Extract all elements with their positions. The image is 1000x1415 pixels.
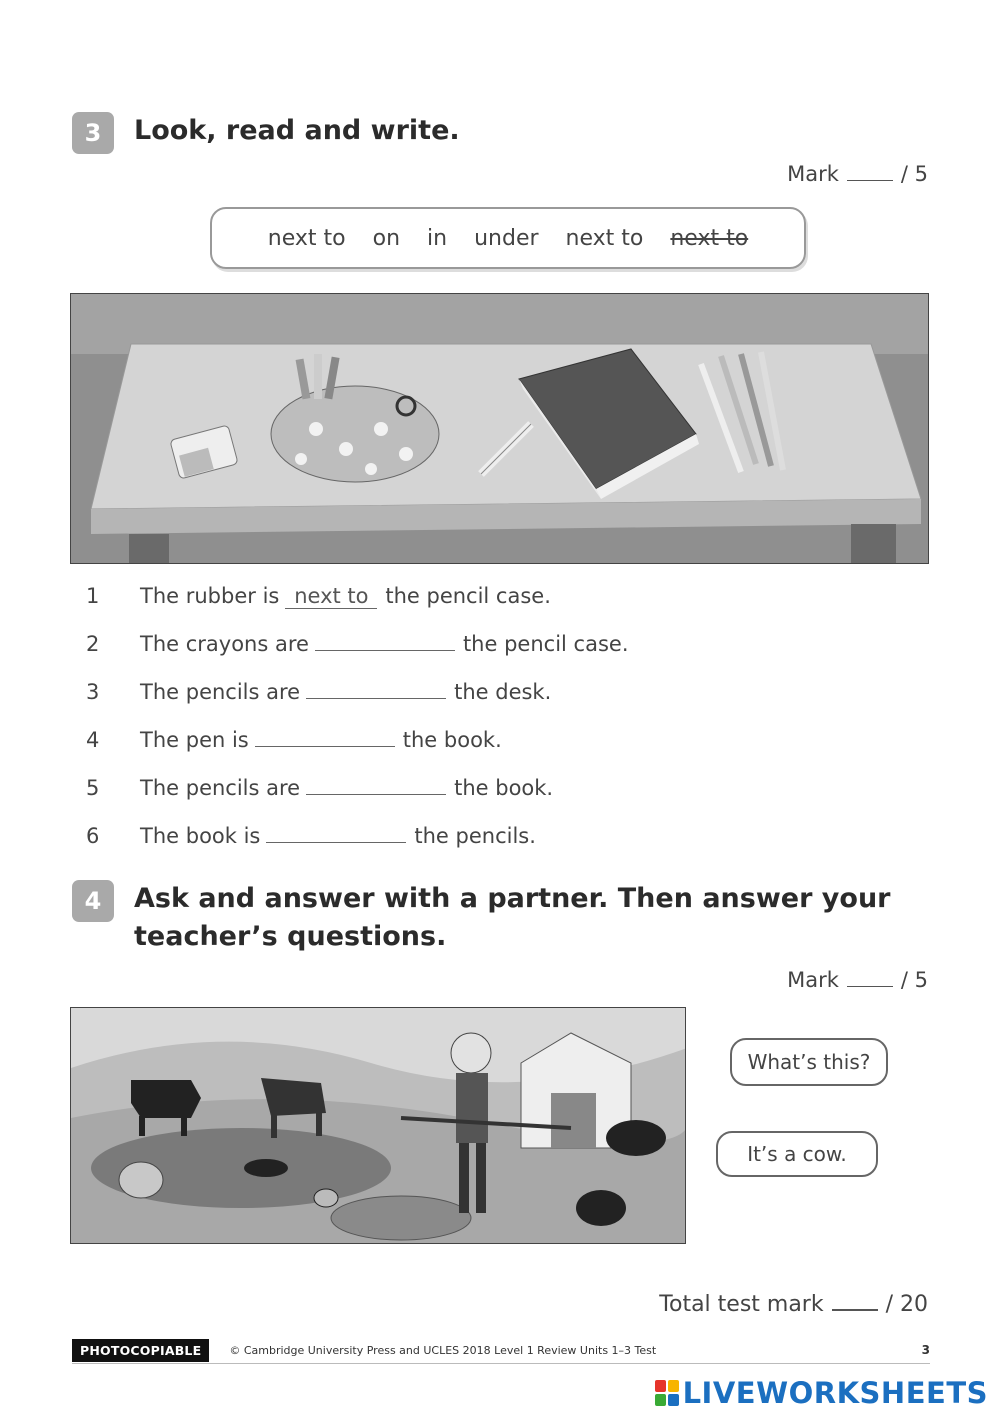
sentence-number: 3: [86, 680, 100, 704]
sentence-after: the pencil case.: [462, 632, 629, 656]
sentence-after: the book.: [454, 776, 554, 800]
liveworksheets-text: LIVEWORKSHEETS: [682, 1376, 988, 1410]
answer-blank[interactable]: [306, 794, 446, 795]
section-title-line: teacher’s questions.: [134, 921, 447, 952]
sentence-number: 4: [86, 728, 100, 752]
sentence-list: [86, 584, 786, 872]
mark-total: / 5: [900, 968, 928, 992]
word-bank-item: in: [427, 225, 448, 251]
sentence-after: the desk.: [454, 680, 552, 704]
mark-label: Mark: [787, 968, 839, 992]
sentence-before: The crayons are: [140, 632, 309, 656]
answer-blank[interactable]: [255, 746, 395, 747]
answer-blank[interactable]: [315, 650, 455, 651]
word-bank-item: on: [372, 225, 401, 251]
mark-label: Mark: [787, 162, 839, 186]
word-bank-item: next to: [565, 225, 644, 251]
sentence-item: [86, 584, 786, 632]
mark-blank: [847, 986, 893, 987]
section-4-mark: [787, 968, 928, 992]
sentence-item: [86, 776, 786, 824]
speech-bubble-question: What’s this?: [730, 1038, 888, 1086]
mark-total: / 5: [900, 162, 928, 186]
section-title-line: Ask and answer with a partner. Then answer your: [134, 883, 891, 914]
sentence-before: The book is: [140, 824, 261, 848]
sentence-after: the pencils.: [414, 824, 536, 848]
total-test-mark: [659, 1292, 928, 1317]
total-label: Total test mark: [659, 1292, 824, 1317]
sentence-number: 5: [86, 776, 100, 800]
speech-bubble-answer: It’s a cow.: [716, 1131, 878, 1177]
word-bank-item: next to: [267, 225, 346, 251]
sentence-number: 1: [86, 584, 100, 608]
total-blank: [832, 1309, 878, 1311]
sentence-before: The rubber is: [140, 584, 280, 608]
section-title: [134, 880, 891, 956]
sentence-before: The pencils are: [140, 680, 301, 704]
section-number-badge: 4: [72, 880, 114, 922]
answer-blank[interactable]: [266, 842, 406, 843]
sentence-before: The pencils are: [140, 776, 301, 800]
total-value: / 20: [885, 1292, 928, 1317]
section-title: Look, read and write.: [134, 115, 460, 146]
liveworksheets-watermark[interactable]: [655, 1376, 988, 1410]
liveworksheets-logo-icon: [655, 1380, 679, 1406]
sentence-item: [86, 824, 786, 872]
farm-illustration: [70, 1007, 686, 1244]
section-3-header: [72, 112, 460, 154]
section-number-badge: 3: [72, 112, 114, 154]
page-footer: [72, 1337, 930, 1363]
word-bank-item-used: next to: [670, 225, 749, 251]
sentence-number: 6: [86, 824, 100, 848]
sentence-after: the book.: [402, 728, 502, 752]
sentence-item: [86, 632, 786, 680]
copyright-text: © Cambridge University Press and UCLES 2018 Level 1 Review Units 1–3 Test: [229, 1343, 657, 1357]
sentence-item: [86, 728, 786, 776]
photocopiable-badge: PHOTOCOPIABLE: [72, 1339, 209, 1362]
answer-blank[interactable]: [306, 698, 446, 699]
sentence-after: the pencil case.: [385, 584, 551, 608]
word-bank-item: under: [474, 225, 539, 251]
page-number: 3: [921, 1343, 930, 1357]
word-bank: [210, 207, 806, 269]
sentence-item: [86, 680, 786, 728]
footer-divider: [72, 1363, 930, 1364]
section-4-header: [72, 880, 891, 956]
sentence-before: The pen is: [140, 728, 249, 752]
desk-illustration: [70, 293, 929, 564]
mark-blank: [847, 180, 893, 181]
section-3-mark: [787, 162, 928, 186]
sentence-number: 2: [86, 632, 100, 656]
answer-blank: next to: [285, 584, 377, 609]
